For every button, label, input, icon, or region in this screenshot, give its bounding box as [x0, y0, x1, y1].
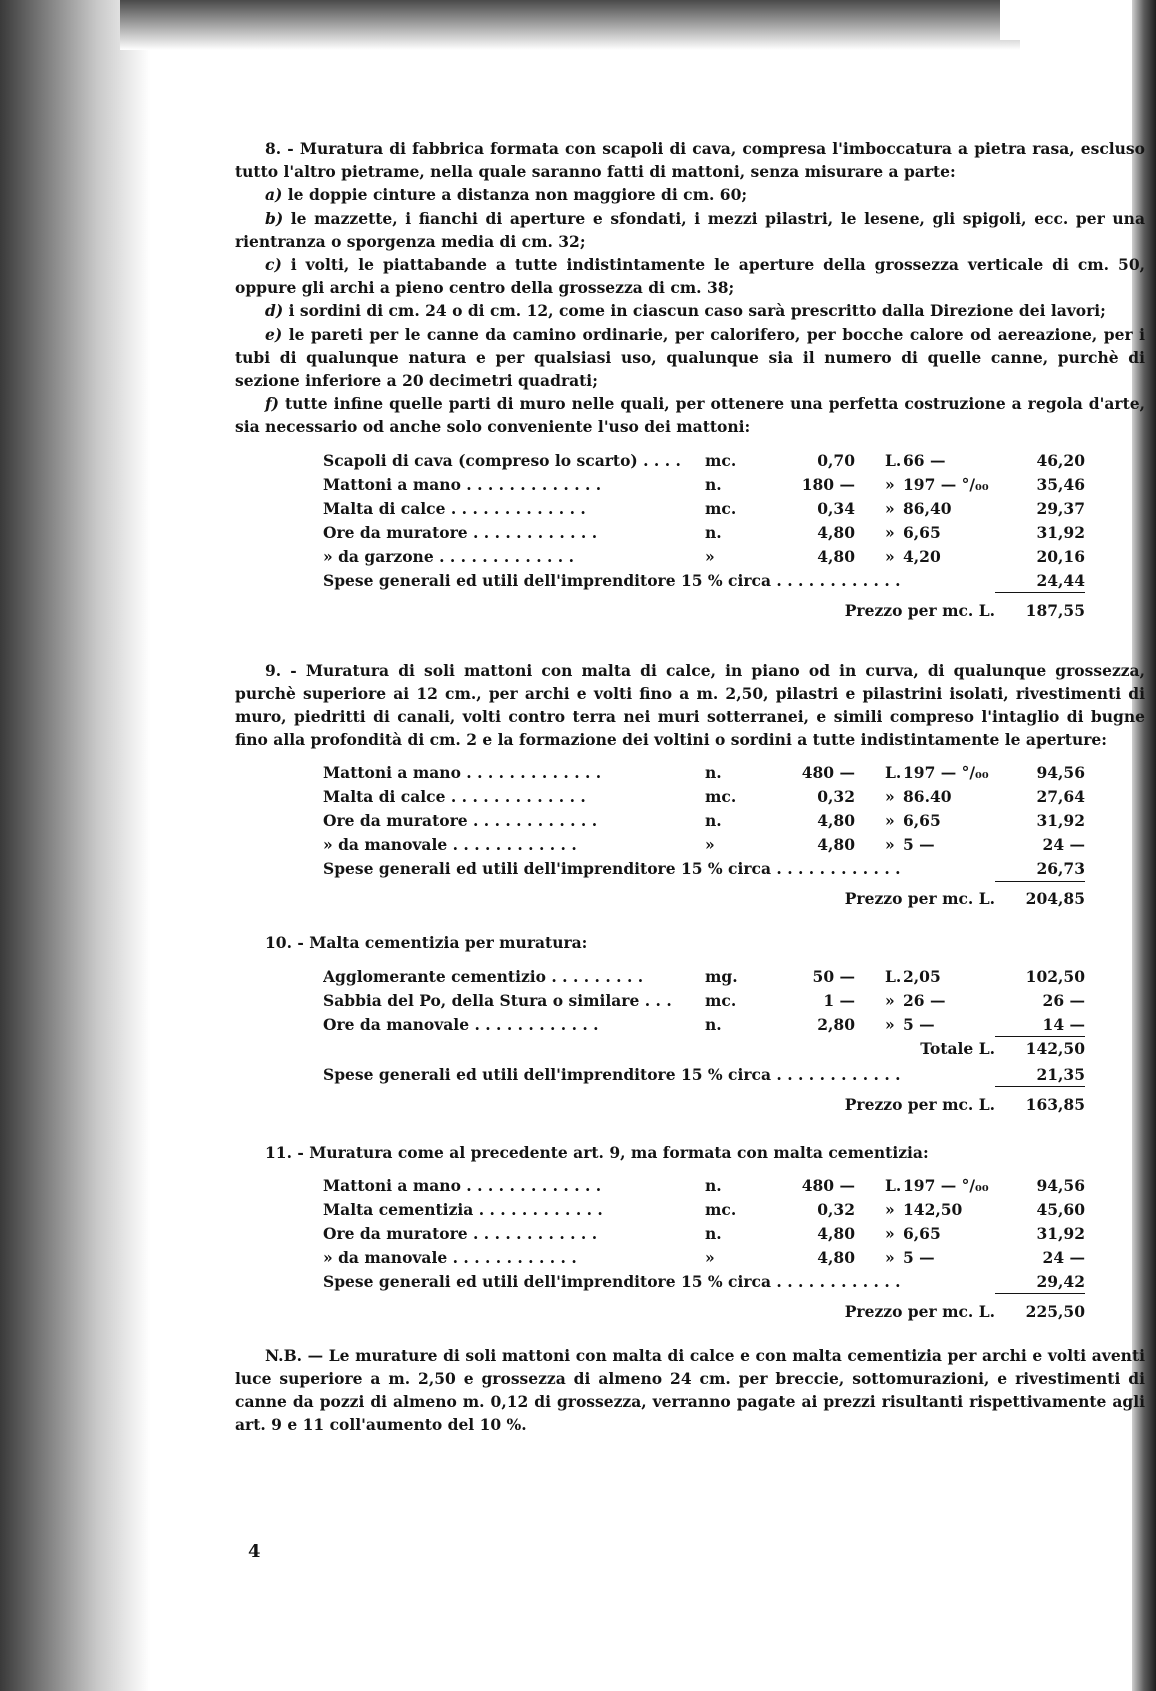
general-expenses-row: Spese generali ed utili dell'imprenditore 15 % circa . . . . . . . . . . . . 24,44 [235, 569, 1145, 593]
price-row: Prezzo per mc. L. 204,85 [844, 889, 1085, 909]
scan-edge-top [120, 0, 1020, 50]
table-row: Ore da muratore . . . . . . . . . . . . n. 4,80 » 6,65 31,92 [323, 522, 1085, 542]
article-8-item-d: d) i sordini di cm. 24 o di cm. 12, come in ciascun caso sarà prescritto dalla Direzione dei lavori; [265, 301, 1106, 321]
article-8 [235, 137, 1145, 629]
article-8-item-b: b) le mazzette, i fianchi di aperture e sfondati, i mezzi pilastri, le lesene, gli spigoli, ecc. per una rientranza o sporgenza media di cm. 32; [235, 208, 1145, 251]
price-row: Prezzo per mc. L. 225,50 [844, 1301, 1085, 1321]
article-8-item-e: e) le pareti per le canne da camino ordinarie, per calorifero, per bocche calore od aereazione, per i tubi di qualunque natura e per qualsiasi uso, qualunque sia il numero di quelle canne, purchè di sezione inferiore a 20 decimetri quadrati; [235, 324, 1145, 391]
article-10-heading: 10. - Malta cementizia per muratura: [265, 933, 588, 953]
table-row: Ore da muratore . . . . . . . . . . . . n. 4,80 » 6,65 31,92 [323, 811, 1085, 831]
article-9-intro: 9. - Muratura di soli mattoni con malta di calce, in piano od in curva, di qualunque grossezza, purchè superiore ai 12 cm., per archi e volti fino a m. 2,50, pilastri e pilastrini isolati, rivestimenti di muro, piedritti di canali, volti contro terra nei muri sotterranei, e simili compreso l'intaglio di bugne fino alla profondità di cm. 2 e la formazione dei voltini o sordini a tutte indistintamente le aperture: [235, 660, 1145, 750]
article-10 [235, 931, 1145, 1122]
article-9 [235, 659, 1145, 918]
table-row: » da manovale . . . . . . . . . . . . » 4,80 » 5 — 24 — [323, 1247, 1085, 1267]
page-number: 4 [248, 1541, 261, 1562]
article-8-intro: 8. - Muratura di fabbrica formata con scapoli di cava, compresa l'imboccatura a pietra rasa, escluso tutto l'altro pietrame, nella quale saranno fatti di mattoni, senza misurare a parte: [235, 139, 1145, 182]
article-9-cost-table [235, 761, 1145, 917]
table-row: Sabbia del Po, della Stura o similare . . . mc. 1 — » 26 — 26 — [323, 990, 1085, 1010]
table-row: Malta di calce . . . . . . . . . . . . . mc. 0,34 » 86,40 29,37 [323, 498, 1085, 518]
general-expenses-row: Spese generali ed utili dell'imprenditore 15 % circa . . . . . . . . . . . . 26,73 [235, 857, 1145, 881]
table-row: » da manovale . . . . . . . . . . . . » 4,80 » 5 — 24 — [323, 835, 1085, 855]
article-8-item-a: a) le doppie cinture a distanza non maggiore di cm. 60; [265, 185, 748, 205]
table-row: Malta cementizia . . . . . . . . . . . . mc. 0,32 » 142,50 45,60 [323, 1199, 1085, 1219]
subtotal-row: Totale L. 142,50 [920, 1038, 1085, 1058]
general-expenses-row: Spese generali ed utili dell'imprenditore 15 % circa . . . . . . . . . . . . 29,42 [235, 1270, 1145, 1294]
article-11 [235, 1141, 1145, 1330]
table-row: Mattoni a mano . . . . . . . . . . . . . n. 180 — » 197 — °/₀₀ 35,46 [323, 474, 1085, 494]
table-row: Mattoni a mano . . . . . . . . . . . . . n. 480 — L. 197 — °/₀₀ 94,56 [323, 1175, 1085, 1195]
table-row: Scapoli di cava (compreso lo scarto) . . . . mc. 0,70 L. 66 — 46,20 [323, 450, 1085, 470]
table-row: Mattoni a mano . . . . . . . . . . . . . n. 480 — L. 197 — °/₀₀ 94,56 [323, 763, 1085, 783]
article-10-cost-table [235, 965, 1145, 1123]
article-8-item-f: f) tutte infine quelle parti di muro nelle quali, per ottenere una perfetta costruzione a regola d'arte, sia necessario od anche solo conveniente l'uso dei mattoni: [235, 394, 1145, 437]
price-row: Prezzo per mc. L. 187,55 [844, 600, 1085, 620]
article-11-cost-table [235, 1174, 1145, 1330]
table-row: Agglomerante cementizio . . . . . . . . . mg. 50 — L. 2,05 102,50 [323, 966, 1085, 986]
nota-bene: N.B. — Le murature di soli mattoni con malta di calce e con malta cementizia per archi e volti aventi luce superiore a m. 2,50 e grossezza di almeno 24 cm. per breccie, sottomurazioni, e rivestimenti di canne da pozzi di almeno m. 0,12 di grossezza, verranno pagate ai prezzi risultanti rispettivamente agli art. 9 e 11 coll'aumento del 10 %. [235, 1345, 1145, 1435]
table-row: Malta di calce . . . . . . . . . . . . . mc. 0,32 » 86.40 27,64 [323, 787, 1085, 807]
scan-edge-left [0, 0, 150, 1691]
general-expenses-row: Spese generali ed utili dell'imprenditore 15 % circa . . . . . . . . . . . . 21,35 [235, 1063, 1145, 1087]
table-row: Ore da manovale . . . . . . . . . . . . n. 2,80 » 5 — 14 — [235, 1013, 1145, 1037]
article-11-heading: 11. - Muratura come al precedente art. 9, ma formata con malta cementizia: [265, 1142, 929, 1162]
price-row: Prezzo per mc. L. 163,85 [844, 1094, 1085, 1114]
table-row: Ore da muratore . . . . . . . . . . . . n. 4,80 » 6,65 31,92 [323, 1223, 1085, 1243]
article-8-cost-table [235, 449, 1145, 629]
document-page [235, 137, 1145, 1437]
table-row: » da garzone . . . . . . . . . . . . . » 4,80 » 4,20 20,16 [323, 546, 1085, 566]
article-8-item-c: c) i volti, le piattabande a tutte indistintamente le aperture della grossezza verticale di cm. 50, oppure gli archi a pieno centro della grossezza di cm. 38; [235, 255, 1145, 298]
